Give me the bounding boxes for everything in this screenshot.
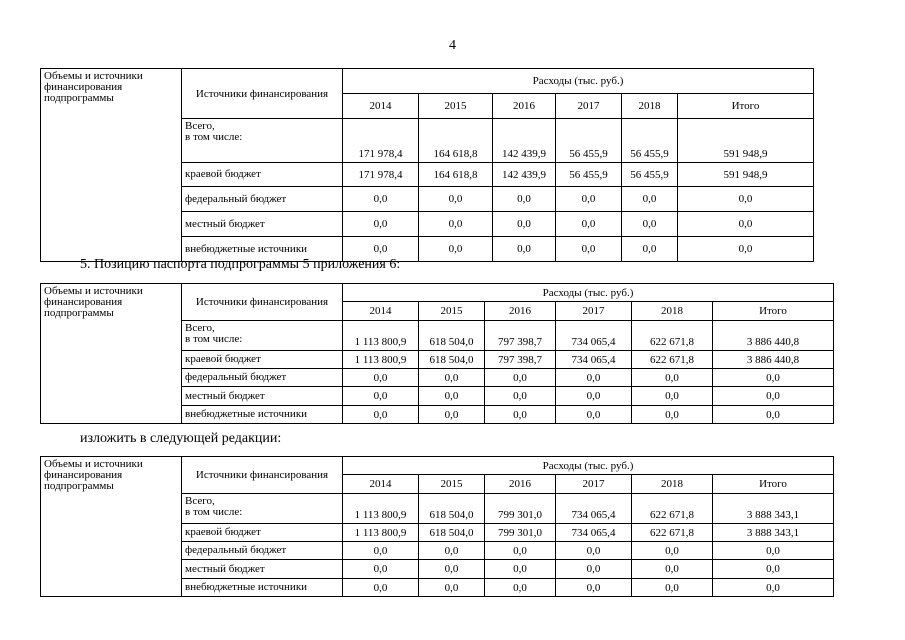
amount-cell: 0,0 — [556, 579, 632, 597]
passport-item-label: Объемы и источники финансирования подпрограммы — [41, 284, 182, 424]
amount-cell: 0,0 — [678, 212, 814, 237]
funding-source-label — [182, 406, 343, 424]
year-header: 2014 — [343, 94, 419, 119]
amount-cell: 0,0 — [713, 560, 834, 579]
passport-item-label: Объемы и источники финансирования подпрограммы — [41, 69, 182, 262]
amount-cell: 0,0 — [343, 187, 419, 212]
amount-cell: 56 455,9 — [622, 163, 678, 187]
expenses-header: Расходы (тыс. руб.) — [343, 69, 814, 94]
funding-source-text: краевой бюджет — [185, 168, 261, 180]
amount-cell: 1 113 800,9 — [343, 351, 419, 369]
amount-cell: 3 888 343,1 — [713, 494, 834, 524]
amount-cell: 622 671,8 — [632, 494, 713, 524]
amount-cell: 0,0 — [678, 237, 814, 262]
year-header: 2015 — [419, 302, 485, 321]
amount-cell: 0,0 — [632, 369, 713, 387]
amount-cell: 0,0 — [343, 579, 419, 597]
amount-cell: 799 301,0 — [485, 524, 556, 542]
paragraph-edit-heading: изложить в следующей редакции: — [80, 431, 282, 446]
sources-header: Источники финансирования — [182, 457, 343, 494]
amount-cell: 56 455,9 — [622, 119, 678, 163]
amount-cell: 0,0 — [493, 187, 556, 212]
amount-cell: 0,0 — [556, 187, 622, 212]
year-header: 2018 — [622, 94, 678, 119]
finance-table-3 — [40, 456, 834, 597]
amount-cell: 1 113 800,9 — [343, 524, 419, 542]
amount-cell: 734 065,4 — [556, 524, 632, 542]
funding-source-label — [182, 524, 343, 542]
amount-cell: 618 504,0 — [419, 321, 485, 351]
amount-cell: 0,0 — [632, 406, 713, 424]
funding-source-label — [182, 119, 343, 163]
funding-source-text: федеральный бюджет — [185, 544, 287, 556]
funding-source-label — [182, 351, 343, 369]
finance-table-2 — [40, 283, 834, 424]
page-number: 4 — [449, 38, 456, 53]
amount-cell: 734 065,4 — [556, 351, 632, 369]
amount-cell: 0,0 — [632, 579, 713, 597]
funding-source-label — [182, 321, 343, 351]
amount-cell: 0,0 — [343, 369, 419, 387]
amount-cell: 622 671,8 — [632, 321, 713, 351]
amount-cell: 0,0 — [556, 542, 632, 560]
amount-cell: 622 671,8 — [632, 351, 713, 369]
amount-cell: 0,0 — [556, 406, 632, 424]
year-header: 2014 — [343, 475, 419, 494]
year-header: 2017 — [556, 475, 632, 494]
amount-cell: 734 065,4 — [556, 321, 632, 351]
passport-item-label: Объемы и источники финансирования подпрограммы — [41, 457, 182, 597]
year-header: 2016 — [485, 475, 556, 494]
amount-cell: 56 455,9 — [556, 163, 622, 187]
amount-cell: 0,0 — [622, 237, 678, 262]
funding-source-label — [182, 187, 343, 212]
funding-source-text: внебюджетные источники — [185, 581, 308, 593]
funding-source-text: внебюджетные источники — [185, 408, 308, 420]
funding-source-label — [182, 387, 343, 406]
amount-cell: 142 439,9 — [493, 119, 556, 163]
year-header: Итого — [713, 302, 834, 321]
amount-cell: 0,0 — [632, 387, 713, 406]
amount-cell: 164 618,8 — [419, 119, 493, 163]
year-header: 2017 — [556, 302, 632, 321]
funding-source-text: Всего, в том числе: — [185, 322, 243, 345]
amount-cell: 0,0 — [556, 560, 632, 579]
amount-cell: 142 439,9 — [493, 163, 556, 187]
funding-source-label — [182, 212, 343, 237]
amount-cell: 171 978,4 — [343, 163, 419, 187]
amount-cell: 0,0 — [556, 369, 632, 387]
amount-cell: 1 113 800,9 — [343, 494, 419, 524]
amount-cell: 0,0 — [419, 212, 493, 237]
amount-cell: 3 886 440,8 — [713, 351, 834, 369]
year-header: Итого — [713, 475, 834, 494]
amount-cell: 0,0 — [485, 369, 556, 387]
amount-cell: 0,0 — [419, 542, 485, 560]
amount-cell: 164 618,8 — [419, 163, 493, 187]
amount-cell: 0,0 — [419, 406, 485, 424]
amount-cell: 0,0 — [556, 212, 622, 237]
funding-source-text: местный бюджет — [185, 217, 265, 230]
amount-cell: 0,0 — [419, 187, 493, 212]
funding-source-text: краевой бюджет — [185, 526, 261, 538]
funding-source-label — [182, 163, 343, 187]
amount-cell: 0,0 — [485, 542, 556, 560]
amount-cell: 56 455,9 — [556, 119, 622, 163]
amount-cell: 0,0 — [343, 212, 419, 237]
amount-cell: 1 113 800,9 — [343, 321, 419, 351]
amount-cell: 0,0 — [713, 406, 834, 424]
amount-cell: 0,0 — [713, 579, 834, 597]
amount-cell: 622 671,8 — [632, 524, 713, 542]
amount-cell: 0,0 — [343, 237, 419, 262]
amount-cell: 0,0 — [485, 406, 556, 424]
year-header: 2014 — [343, 302, 419, 321]
amount-cell: 0,0 — [485, 560, 556, 579]
amount-cell: 0,0 — [343, 406, 419, 424]
amount-cell: 591 948,9 — [678, 163, 814, 187]
amount-cell: 0,0 — [485, 387, 556, 406]
funding-source-text: внебюджетные источники — [185, 242, 308, 255]
amount-cell: 0,0 — [556, 237, 622, 262]
amount-cell: 0,0 — [713, 542, 834, 560]
funding-source-text: местный бюджет — [185, 562, 265, 575]
funding-source-text: Всего, в том числе: — [185, 120, 243, 143]
amount-cell: 0,0 — [632, 560, 713, 579]
amount-cell: 797 398,7 — [485, 351, 556, 369]
amount-cell: 0,0 — [419, 237, 493, 262]
amount-cell: 0,0 — [678, 187, 814, 212]
amount-cell: 799 301,0 — [485, 494, 556, 524]
amount-cell: 0,0 — [713, 387, 834, 406]
amount-cell: 3 888 343,1 — [713, 524, 834, 542]
amount-cell: 0,0 — [419, 560, 485, 579]
amount-cell: 0,0 — [419, 579, 485, 597]
amount-cell: 0,0 — [622, 187, 678, 212]
amount-cell: 0,0 — [419, 369, 485, 387]
year-header: 2018 — [632, 475, 713, 494]
amount-cell: 3 886 440,8 — [713, 321, 834, 351]
sources-header: Источники финансирования — [182, 69, 343, 119]
funding-source-text: федеральный бюджет — [185, 371, 287, 383]
amount-cell: 797 398,7 — [485, 321, 556, 351]
funding-source-text: местный бюджет — [185, 389, 265, 402]
amount-cell: 0,0 — [622, 212, 678, 237]
amount-cell: 0,0 — [493, 237, 556, 262]
funding-source-label — [182, 369, 343, 387]
amount-cell: 591 948,9 — [678, 119, 814, 163]
amount-cell: 0,0 — [343, 542, 419, 560]
funding-source-label — [182, 579, 343, 597]
funding-source-text: Всего, в том числе: — [185, 495, 243, 518]
amount-cell: 0,0 — [713, 369, 834, 387]
year-header: 2015 — [419, 94, 493, 119]
amount-cell: 0,0 — [343, 560, 419, 579]
amount-cell: 618 504,0 — [419, 524, 485, 542]
funding-source-text: краевой бюджет — [185, 353, 261, 365]
year-header: 2016 — [493, 94, 556, 119]
year-header: 2015 — [419, 475, 485, 494]
amount-cell: 0,0 — [485, 579, 556, 597]
finance-table-1 — [40, 68, 814, 262]
year-header: 2018 — [632, 302, 713, 321]
funding-source-label — [182, 494, 343, 524]
amount-cell: 618 504,0 — [419, 351, 485, 369]
year-header: 2017 — [556, 94, 622, 119]
year-header: 2016 — [485, 302, 556, 321]
expenses-header: Расходы (тыс. руб.) — [343, 457, 834, 475]
funding-source-label — [182, 560, 343, 579]
year-header: Итого — [678, 94, 814, 119]
amount-cell: 0,0 — [493, 212, 556, 237]
amount-cell: 0,0 — [556, 387, 632, 406]
expenses-header: Расходы (тыс. руб.) — [343, 284, 834, 302]
paragraph-position-heading: 5. Позицию паспорта подпрограммы 5 приложения 6: — [80, 257, 401, 272]
funding-source-label — [182, 542, 343, 560]
amount-cell: 734 065,4 — [556, 494, 632, 524]
amount-cell: 618 504,0 — [419, 494, 485, 524]
amount-cell: 0,0 — [419, 387, 485, 406]
amount-cell: 0,0 — [632, 542, 713, 560]
funding-source-text: федеральный бюджет — [185, 192, 287, 205]
amount-cell: 171 978,4 — [343, 119, 419, 163]
sources-header: Источники финансирования — [182, 284, 343, 321]
amount-cell: 0,0 — [343, 387, 419, 406]
